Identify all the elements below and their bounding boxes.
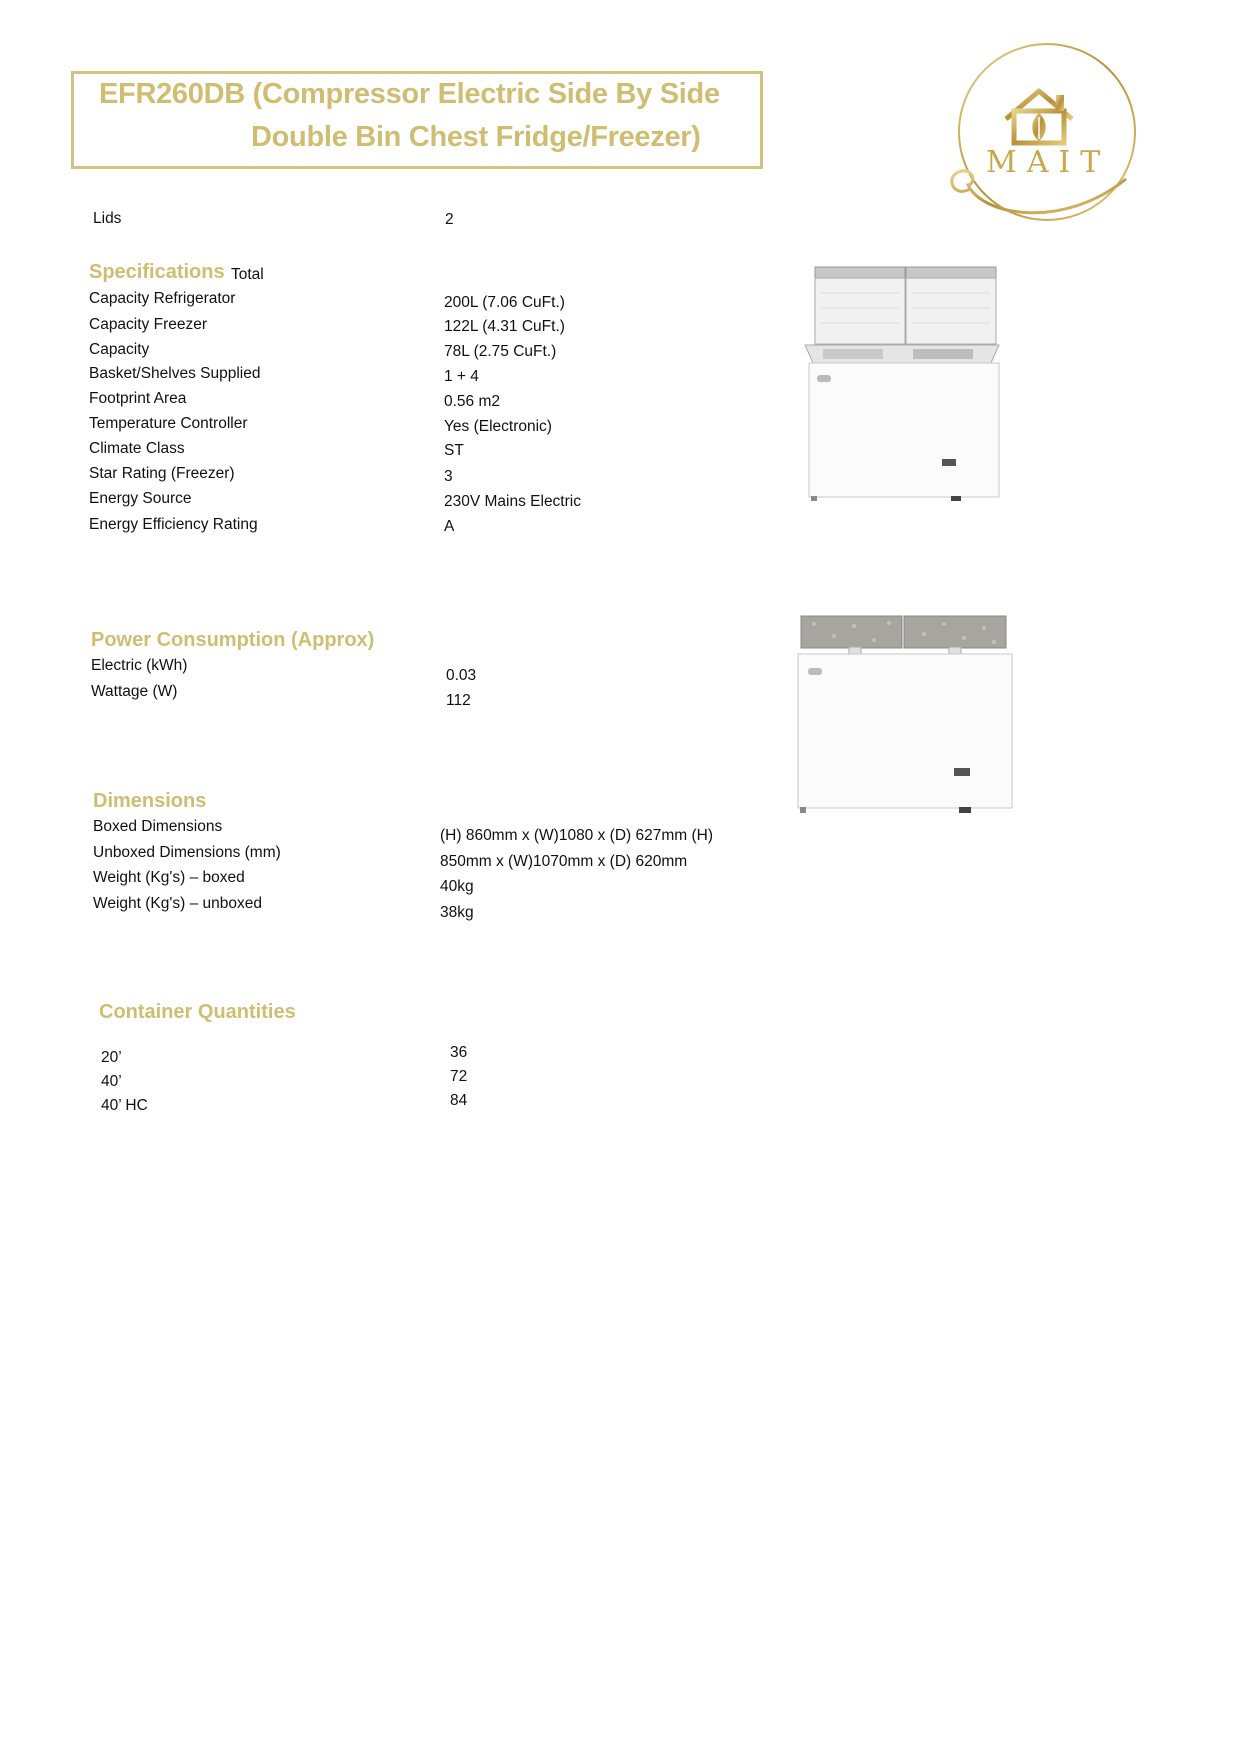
spec-value: 3 (444, 468, 453, 485)
mait-logo-graphic (944, 39, 1150, 225)
power-consumption-heading: Power Consumption (Approx) (91, 629, 375, 651)
dimension-label: Weight (Kg's) – unboxed (93, 895, 262, 912)
spec-label: Temperature Controller (89, 415, 248, 432)
lids-label: Lids (93, 210, 122, 227)
power-value: 112 (446, 692, 471, 709)
dimension-label: Boxed Dimensions (93, 818, 223, 835)
power-label: Wattage (W) (91, 683, 178, 700)
dimension-value: (H) 860mm x (W)1080 x (D) 627mm (H) (440, 827, 713, 844)
spec-value: 78L (2.75 CuFt.) (444, 343, 557, 360)
spec-value: 230V Mains Electric (444, 493, 581, 510)
page-title-line-1: EFR260DB (Compressor Electric Side By Side (99, 78, 720, 110)
power-value: 0.03 (446, 667, 477, 684)
spec-value: Yes (Electronic) (444, 418, 552, 435)
container-label: 40’ (101, 1073, 122, 1090)
dimension-value: 38kg (440, 904, 474, 921)
dimension-label: Unboxed Dimensions (mm) (93, 844, 281, 861)
spec-label: Capacity Freezer (89, 316, 208, 333)
dimensions-heading: Dimensions (93, 790, 207, 812)
page-title-line-2: Double Bin Chest Fridge/Freezer) (251, 121, 701, 153)
spec-label: Climate Class (89, 440, 185, 457)
spec-label: Energy Source (89, 490, 192, 507)
product-image-closed-lids (794, 614, 1016, 816)
dimension-value: 850mm x (W)1070mm x (D) 620mm (440, 853, 688, 870)
container-value: 36 (450, 1044, 468, 1061)
spec-label: Basket/Shelves Supplied (89, 365, 261, 382)
lids-value: 2 (445, 211, 454, 228)
power-label: Electric (kWh) (91, 657, 188, 674)
spec-label: Footprint Area (89, 390, 187, 407)
spec-label: Star Rating (Freezer) (89, 465, 235, 482)
spec-label: Capacity Refrigerator (89, 290, 236, 307)
logo-text: MAIT (986, 145, 1111, 180)
container-quantities-heading: Container Quantities (99, 1001, 296, 1023)
spec-value: ST (444, 442, 464, 459)
spec-label: Energy Efficiency Rating (89, 516, 258, 533)
mait-logo (944, 39, 1150, 225)
container-label: 40’ HC (101, 1097, 148, 1114)
spec-label: Capacity (89, 341, 150, 358)
product-image-open-lids (801, 263, 1007, 503)
specifications-total-label: Total (231, 266, 264, 283)
spec-value: 122L (4.31 CuFt.) (444, 318, 565, 335)
spec-value: 1 + 4 (444, 368, 479, 385)
container-label: 20’ (101, 1049, 122, 1066)
dimension-value: 40kg (440, 878, 474, 895)
spec-value: A (444, 518, 455, 535)
dimension-label: Weight (Kg's) – boxed (93, 869, 245, 886)
spec-value: 0.56 m2 (444, 393, 501, 410)
container-value: 72 (450, 1068, 468, 1085)
house-leaf-icon (1006, 91, 1072, 143)
spec-value: 200L (7.06 CuFt.) (444, 294, 565, 311)
container-value: 84 (450, 1092, 468, 1109)
specifications-heading: Specifications (89, 261, 225, 283)
